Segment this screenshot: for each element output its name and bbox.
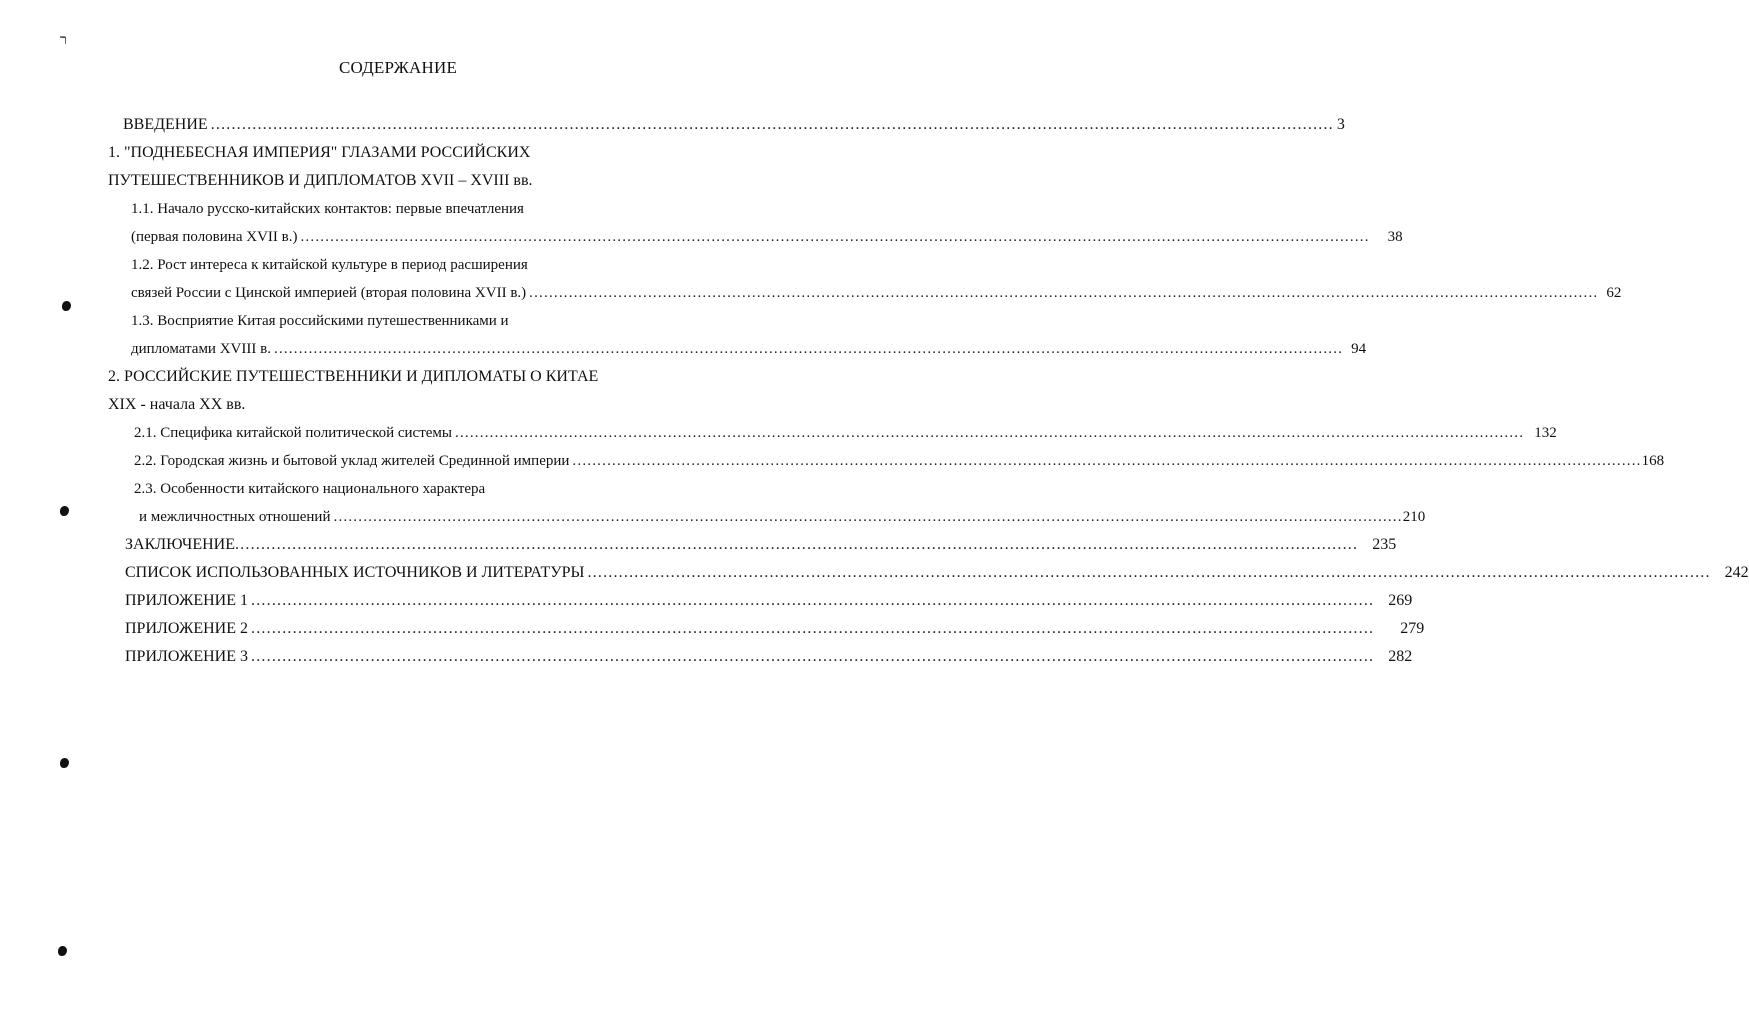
toc-entry-label: связей России с Цинской империей (вторая половина XVII в.) (131, 285, 527, 301)
dot-leader: ........................................................................................................................................................................................................................ (210, 116, 1334, 133)
dot-leader: ........................................................................................................................................................................................................................ (572, 453, 1642, 469)
binder-hole-mark (58, 946, 67, 956)
corner-mark: ר (60, 33, 67, 48)
toc-entry-appendix-2 (125, 618, 1425, 640)
binder-hole-mark (60, 506, 69, 516)
page-title: СОДЕРЖАНИЕ (338, 58, 458, 77)
toc-page-number: 242 (1724, 564, 1749, 581)
dot-leader: ........................................................................................................................................................................................................................ (273, 341, 1344, 357)
toc-entry-section-2-3 (139, 506, 1426, 528)
toc-entry-label: дипломатами XVIII в. (131, 341, 271, 357)
toc-page-number: 38 (1387, 229, 1403, 245)
toc-entry-section-2-2 (134, 450, 1665, 472)
toc-entry-label: 2.1. Специфика китайской политической системы (134, 425, 452, 441)
toc-entry-section-1-1 (131, 226, 1403, 248)
chapter-2-title: 2. РОССИЙСКИЕ ПУТЕШЕСТВЕННИКИ И ДИПЛОМАТЫ О КИТАЕ (108, 368, 599, 385)
toc-entry-label: ПРИЛОЖЕНИЕ 2 (125, 620, 249, 637)
toc-entry-appendix-3 (125, 646, 1413, 668)
chapter-1-title-cont: ПУТЕШЕСТВЕННИКОВ И ДИПЛОМАТОВ XVII – XVIII вв. (108, 172, 533, 189)
toc-page-number: 3 (1336, 116, 1345, 133)
section-1-1-title: 1.1. Начало русско-китайских контактов: первые впечатления (131, 201, 524, 217)
toc-entry-label: ЗАКЛЮЧЕНИЕ (125, 536, 235, 553)
dot-leader: ........................................................................................................................................................................................................................ (300, 229, 1370, 245)
dot-leader: ........................................................................................................................................................................................................................ (234, 536, 1359, 553)
chapter-1-title: 1. "ПОДНЕБЕСНАЯ ИМПЕРИЯ" ГЛАЗАМИ РОССИЙСКИХ (108, 144, 531, 161)
dot-leader: ........................................................................................................................................................................................................................ (587, 564, 1711, 581)
toc-page-number: 282 (1388, 648, 1413, 665)
toc-entry-label: (первая половина XVII в.) (131, 229, 298, 245)
dot-leader: ........................................................................................................................................................................................................................ (333, 509, 1403, 525)
toc-entry-section-2-1 (134, 422, 1557, 444)
section-1-2-title: 1.2. Рост интереса к китайской культуре в период расширения (131, 257, 528, 273)
toc-entry-section-1-2 (131, 282, 1622, 304)
toc-page-number: 94 (1351, 341, 1367, 357)
toc-entry-label: ВВЕДЕНИЕ (123, 116, 208, 133)
toc-page-number: 210 (1402, 509, 1426, 525)
binder-hole-mark (60, 758, 69, 768)
toc-page-number: 279 (1400, 620, 1425, 637)
toc-entry-label: СПИСОК ИСПОЛЬЗОВАННЫХ ИСТОЧНИКОВ И ЛИТЕРАТУРЫ (125, 564, 585, 581)
dot-leader: ........................................................................................................................................................................................................................ (529, 285, 1599, 301)
toc-entry-label: и межличностных отношений (139, 509, 331, 525)
toc-entry-intro (123, 114, 1345, 136)
toc-entry-section-1-3 (131, 338, 1367, 360)
dot-leader: ........................................................................................................................................................................................................................ (251, 620, 1375, 637)
dot-leader: ........................................................................................................................................................................................................................ (251, 648, 1375, 665)
toc-page-number: 269 (1388, 592, 1413, 609)
toc-page-number: 62 (1606, 285, 1622, 301)
toc-entry-label: ПРИЛОЖЕНИЕ 3 (125, 648, 249, 665)
toc-entry-label: ПРИЛОЖЕНИЕ 1 (125, 592, 249, 609)
chapter-2-title-cont: XIX - начала XX вв. (108, 396, 246, 413)
toc-page-number: 132 (1534, 425, 1557, 441)
toc-entry-sources (125, 562, 1749, 584)
toc-entry-label: 2.2. Городская жизнь и бытовой уклад жителей Срединной империи (134, 453, 570, 469)
section-2-3-title: 2.3. Особенности китайского национального характера (134, 481, 486, 497)
toc-entry-conclusion (125, 534, 1397, 556)
binder-hole-mark (62, 301, 71, 311)
dot-leader: ........................................................................................................................................................................................................................ (455, 425, 1525, 441)
toc-entry-appendix-1 (125, 590, 1413, 612)
dot-leader: ........................................................................................................................................................................................................................ (251, 592, 1375, 609)
section-1-3-title: 1.3. Восприятие Китая российскими путешественниками и (131, 313, 509, 329)
toc-page-number: 168 (1641, 453, 1665, 469)
toc-page-number: 235 (1372, 536, 1397, 553)
